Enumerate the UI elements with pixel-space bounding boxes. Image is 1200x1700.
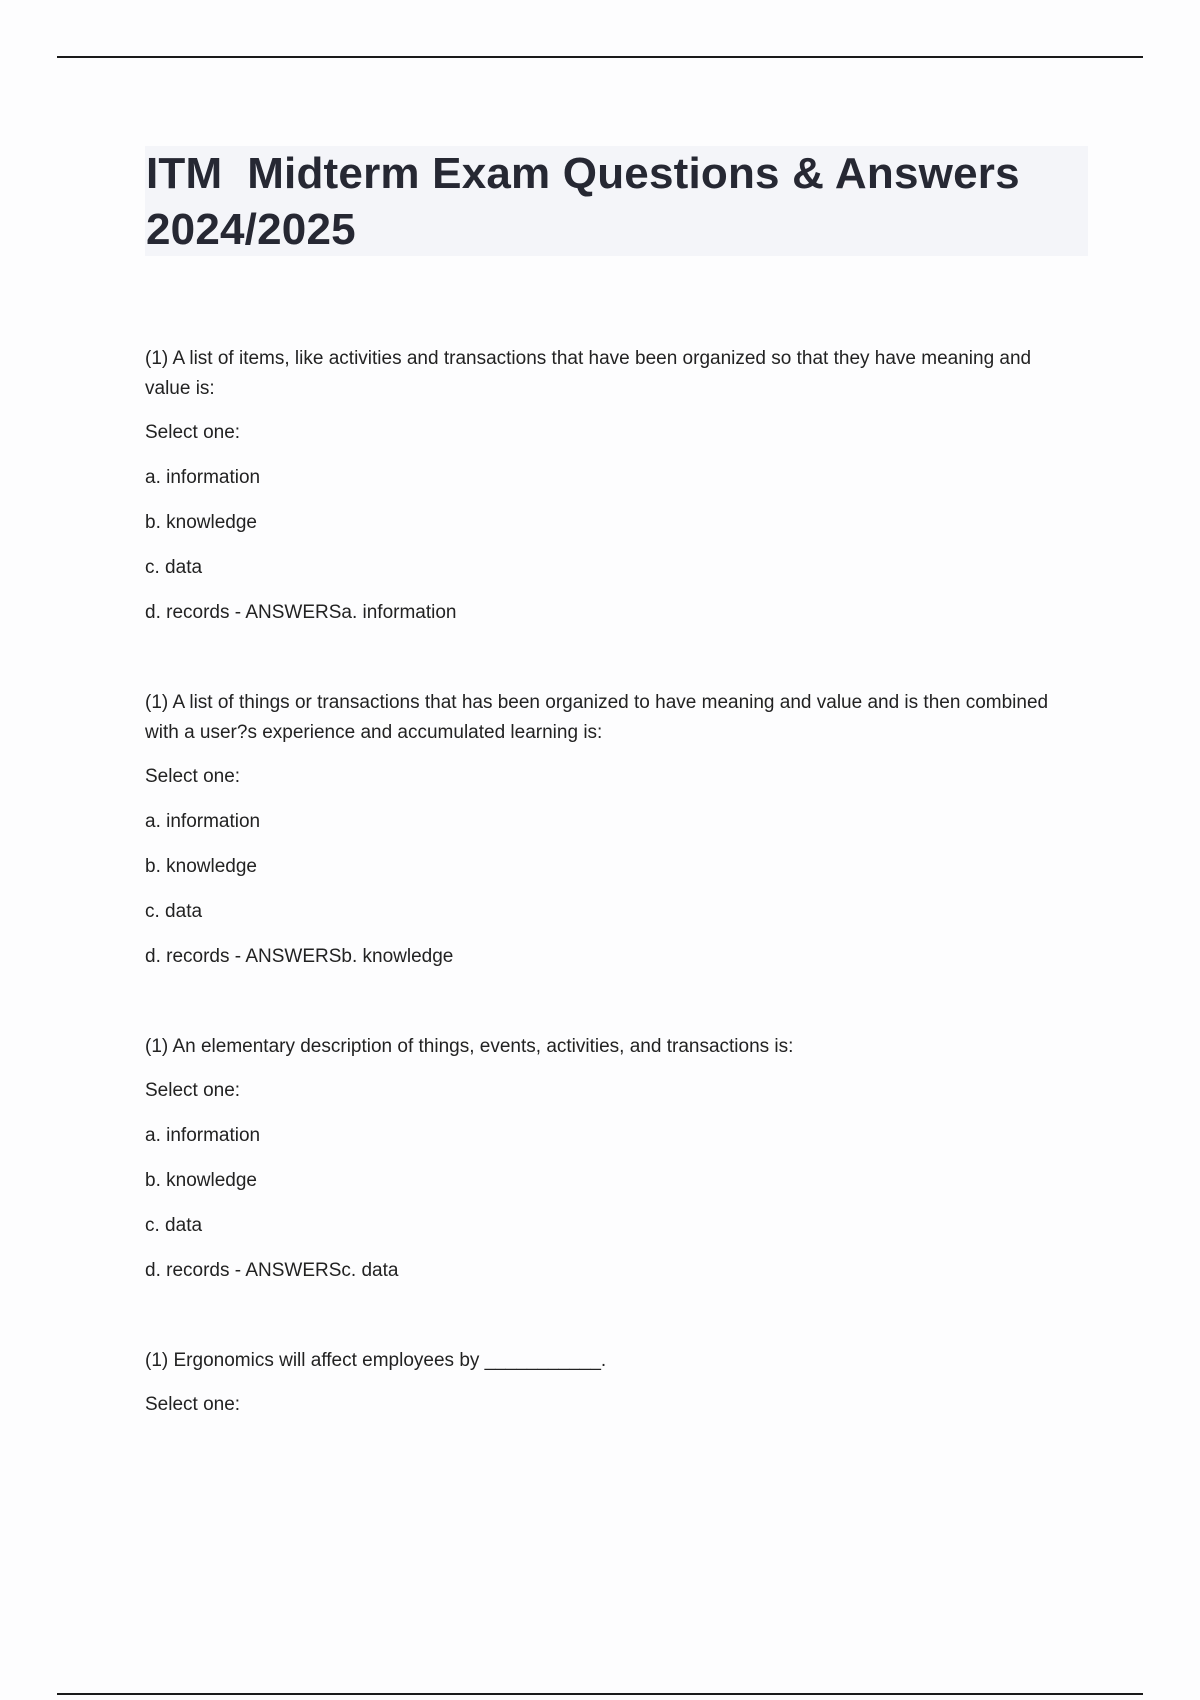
select-one-label: Select one:	[145, 766, 241, 787]
footer-rule	[57, 1693, 1143, 1695]
option-a: a. information	[145, 1125, 261, 1146]
document-title: ITM Midterm Exam Questions & Answers 2024/2025	[146, 149, 1033, 254]
question-stem: (1) A list of things or transactions that has been organized to have meaning and value and is then combined with a user?s experience and accumulated learning is:	[145, 692, 1049, 743]
option-c: c. data	[145, 901, 203, 922]
question-stem: (1) Ergonomics will affect employees by ___________.	[145, 1350, 607, 1371]
question-block	[145, 1346, 1075, 1420]
option-c: c. data	[145, 1215, 203, 1236]
question-block	[145, 688, 1075, 972]
option-d-answer: d. records - ANSWERSc. data	[145, 1260, 399, 1281]
question-stem: (1) A list of items, like activities and transactions that have been organized so that they have meaning and value is:	[145, 348, 1032, 399]
select-one-label: Select one:	[145, 1080, 241, 1101]
questions-list	[145, 344, 1075, 1420]
option-b: b. knowledge	[145, 512, 257, 533]
question-block	[145, 1032, 1075, 1286]
option-c: c. data	[145, 557, 203, 578]
select-one-label: Select one:	[145, 1394, 241, 1415]
header-rule	[57, 56, 1143, 58]
option-b: b. knowledge	[145, 1170, 257, 1191]
select-one-label: Select one:	[145, 422, 241, 443]
question-stem: (1) An elementary description of things, events, activities, and transactions is:	[145, 1036, 794, 1057]
question-block	[145, 344, 1075, 628]
option-d-answer: d. records - ANSWERSa. information	[145, 602, 457, 623]
option-b: b. knowledge	[145, 856, 257, 877]
option-d-answer: d. records - ANSWERSb. knowledge	[145, 946, 454, 967]
option-a: a. information	[145, 467, 261, 488]
option-a: a. information	[145, 811, 261, 832]
